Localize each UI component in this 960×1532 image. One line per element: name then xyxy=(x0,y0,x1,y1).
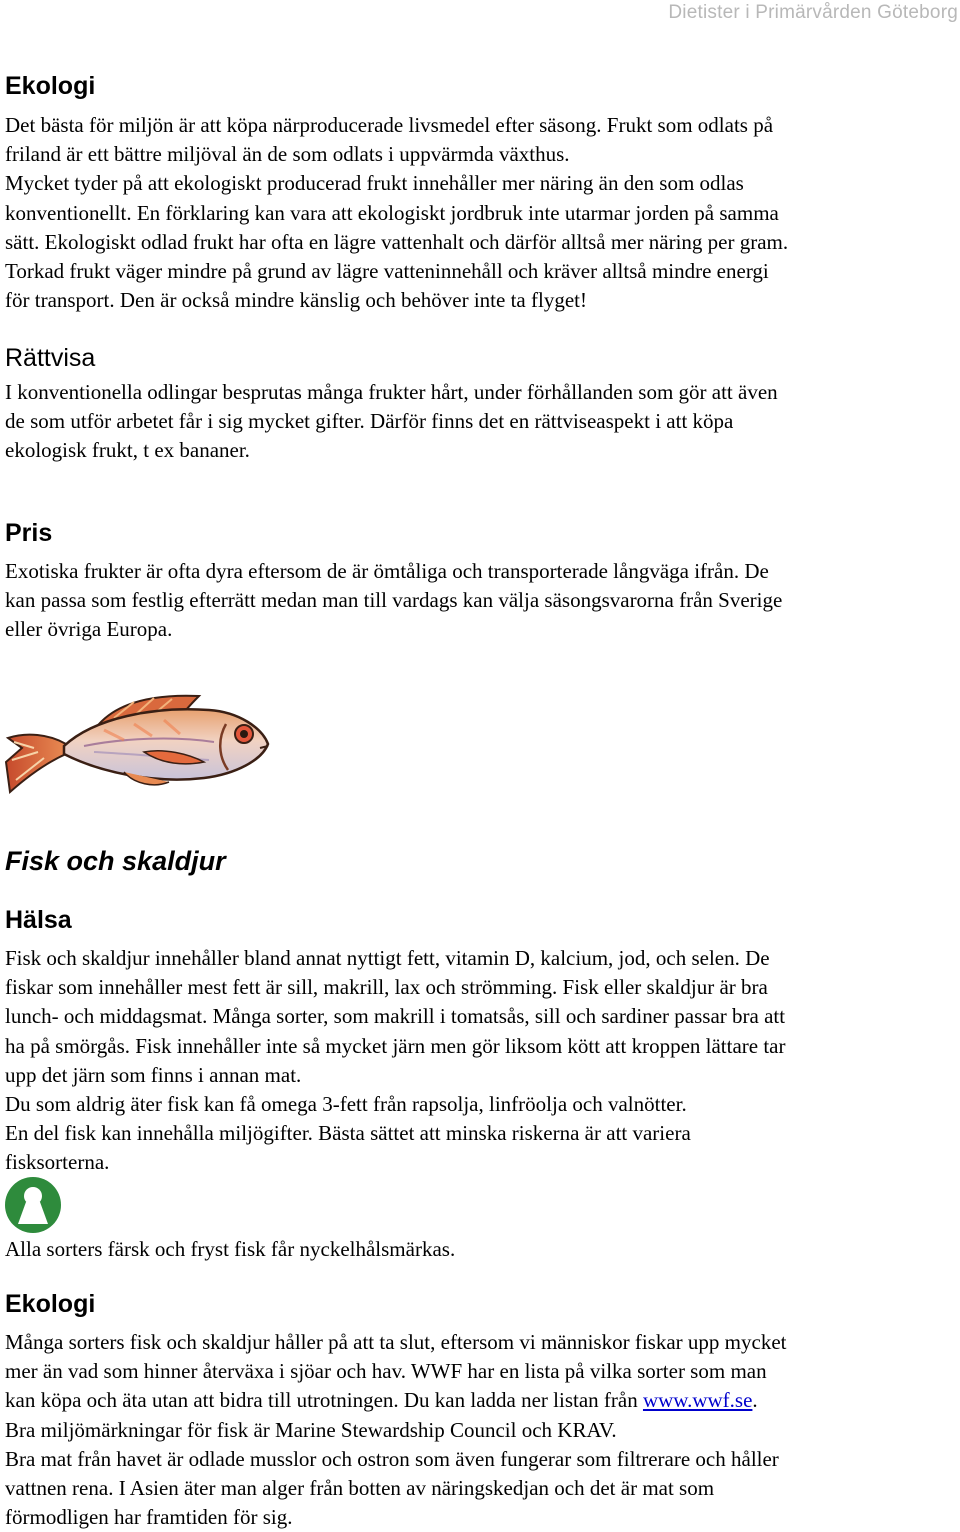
text-line: fisksorterna. xyxy=(5,1150,110,1175)
text-line: Du som aldrig äter fisk kan få omega 3-fett från rapsolja, linfröolja och valnötter. xyxy=(5,1092,687,1117)
text-line: eller övriga Europa. xyxy=(5,617,173,642)
fish-illustration xyxy=(4,688,270,796)
paragraph-ekologi-fisk xyxy=(5,1328,953,1532)
text-line: Mycket tyder på att ekologiskt producerad frukt innehåller mer näring än den som odlas xyxy=(5,171,744,196)
heading-fisk-och-skaldjur: Fisk och skaldjur xyxy=(5,846,226,876)
paragraph-halsa xyxy=(5,944,953,1178)
text-line: förmodligen har framtiden för sig. xyxy=(5,1505,293,1530)
text-line: ekologisk frukt, t ex bananer. xyxy=(5,438,250,463)
wwf-link[interactable]: www.wwf.se xyxy=(642,1388,753,1413)
text-line: för transport. Den är också mindre känslig och behöver inte ta flyget! xyxy=(5,288,587,313)
text-line: Fisk och skaldjur innehåller bland annat nyttigt fett, vitamin D, kalcium, jod, och selen. De xyxy=(5,946,770,970)
keyhole-statement xyxy=(5,1235,953,1264)
text-line: I konventionella odlingar besprutas många frukter hårt, under förhållanden som gör att även xyxy=(5,380,778,404)
text-line: de som utför arbetet får i sig mycket gifter. Därför finns det en rättviseaspekt i att köpa xyxy=(5,409,734,434)
text-line: mer än vad som hinner återväxa i sjöar och hav. WWF har en lista på vilka sorter som man xyxy=(5,1359,767,1384)
link-prefix: kan köpa och äta utan att bidra till utrotningen. Du kan ladda ner listan från xyxy=(5,1388,643,1413)
text-line: ha på smörgås. Fisk innehåller inte så mycket järn men gör liksom kött att kroppen lättare tar xyxy=(5,1033,786,1058)
heading-rattvisa: Rättvisa xyxy=(5,344,96,372)
text-line-with-link xyxy=(5,1386,953,1415)
paragraph-pris xyxy=(5,557,953,645)
text-line: konventionellt. En förklaring kan vara att ekologiskt jordbruk inte utarmar jorden på samma xyxy=(5,200,779,225)
text-line: Bra miljömärkningar för fisk är Marine Stewardship Council och KRAV. xyxy=(5,1417,617,1442)
text-line: sätt. Ekologiskt odlad frukt har ofta en lägre vattenhalt och därför alltså mer näring per gram. xyxy=(5,229,789,254)
text-line: vattnen rena. I Asien äter man alger från botten av näringskedjan och det är mat som xyxy=(5,1476,715,1501)
heading-halsa: Hälsa xyxy=(5,906,72,934)
text-line: lunch- och middagsmat. Många sorter, som makrill i tomatsås, sill och sardiner passar bra att xyxy=(5,1004,786,1029)
text-line: Torkad frukt väger mindre på grund av lägre vatteninnehåll och kräver alltså mindre energi xyxy=(5,259,769,284)
text-line: kan passa som festlig efterrätt medan man till vardags kan välja säsongsvarorna från Sverige xyxy=(5,588,783,613)
text-line: Många sorters fisk och skaldjur håller på att ta slut, eftersom vi människor fiskar upp mycket xyxy=(5,1330,787,1354)
text-line: En del fisk kan innehålla miljögifter. Bästa sättet att minska riskerna är att variera xyxy=(5,1121,691,1146)
link-suffix: . xyxy=(752,1388,758,1413)
paragraph-ekologi-frukt xyxy=(5,111,953,315)
keyhole-icon xyxy=(4,1176,62,1234)
page-header: Dietister i Primärvården Göteborg xyxy=(668,2,958,23)
heading-ekologi-frukt: Ekologi xyxy=(5,72,96,100)
text-line: Alla sorters färsk och fryst fisk får nyckelhålsmärkas. xyxy=(5,1237,456,1261)
text-line: fiskar som innehåller mest fett är sill, makrill, lax och strömming. Fisk eller skaldjur är bra xyxy=(5,975,768,1000)
heading-ekologi-fisk: Ekologi xyxy=(5,1290,96,1318)
text-line: Exotiska frukter är ofta dyra eftersom de är ömtåliga och transporterade långväga ifrån. De xyxy=(5,559,769,583)
paragraph-rattvisa xyxy=(5,378,953,466)
text-line: upp det järn som finns i annan mat. xyxy=(5,1062,302,1087)
heading-pris: Pris xyxy=(5,519,53,547)
text-line: Bra mat från havet är odlade musslor och ostron som även fungerar som filtrerare och håller xyxy=(5,1446,779,1471)
text-line: friland är ett bättre miljöval än de som odlats i uppvärmda växthus. xyxy=(5,142,570,167)
text-line: Det bästa för miljön är att köpa närproducerade livsmedel efter säsong. Frukt som odlats på xyxy=(5,113,774,137)
